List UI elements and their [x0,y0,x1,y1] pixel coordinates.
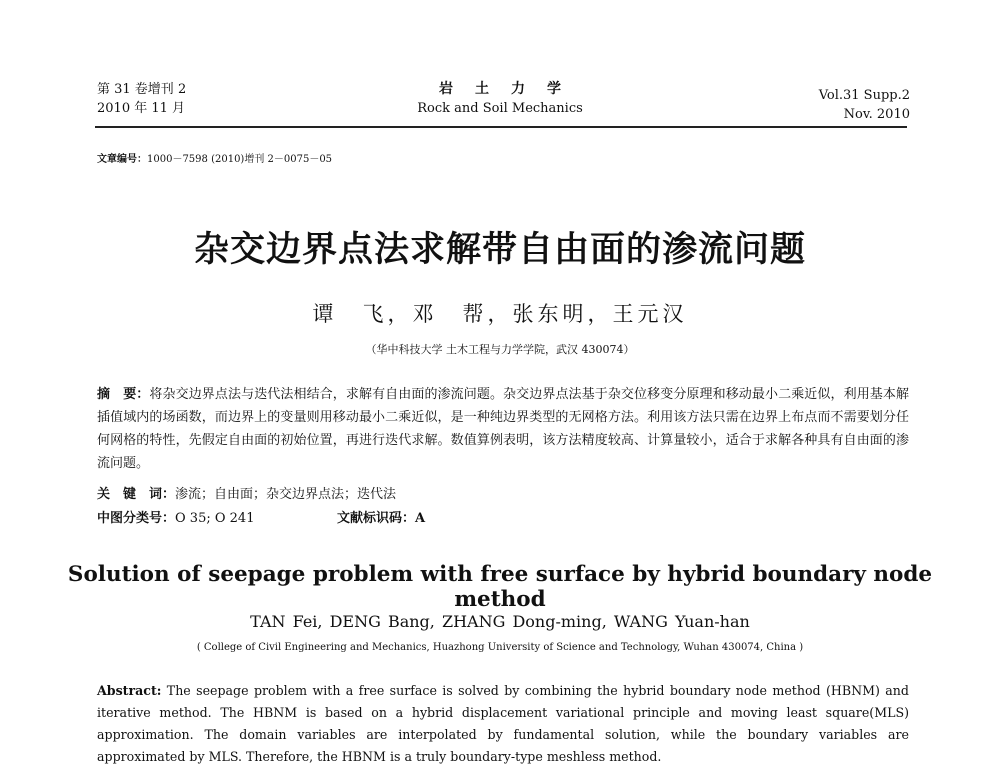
date-en: Nov. 2010 [843,107,910,122]
affiliation-cn: （华中科技大学 土木工程与力学学院，武汉 430074） [365,343,635,356]
classification-label: 中图分类号： [97,511,176,526]
document-code-value: A [415,511,426,526]
document-code [337,507,425,526]
affiliation-en: ( College of Civil Engineering and Mechanics, Huazhong University of Science and Technology, Wuhan 430074, China ) [196,642,804,653]
abstract-cn [97,383,909,475]
title-en: Solution of seepage problem with free surface by hybrid boundary node method [67,562,933,612]
article-number-value: 1000－7598 (2010)增刊 2－0075－05 [147,154,333,165]
authors-en: TAN Fei, DENG Bang, ZHANG Dong-ming, WANG Yuan-han [250,612,750,631]
abstract-en-label: Abstract: [97,683,162,698]
abstract-cn-label: 摘 要： [97,387,150,402]
keywords-cn [97,483,396,502]
title-cn: 杂交边界点法求解带自由面的渗流问题 [193,230,806,270]
header-rule [95,126,907,128]
abstract-en [97,680,909,768]
header-right [819,86,910,124]
classification-value: O 35; O 241 [175,511,255,526]
keywords-cn-text: 渗流；自由面；杂交边界点法；迭代法 [175,487,397,502]
article-number [97,150,332,165]
journal-name-en: Rock and Soil Mechanics [417,101,583,116]
abstract-cn-text: 将杂交边界点法与迭代法相结合，求解有自由面的渗流问题。杂交边界点法基于杂交位移变分原理和移动最小二乘近似，利用基本解插值域内的场函数，而边界上的变量则用移动最小二乘近似，是一种纯边界类型的无网格方法。利用该方法只需在边界上布点而不需要划分任何网格的特性，先假定自由面的初始位置，再进行迭代求解。数值算例表明，该方法精度较高、计算量较小，适合于求解各种具有自由面的渗流问题。 [97,387,909,471]
header-center [400,80,600,118]
header-left [97,80,186,118]
keywords-cn-label: 关 键 词： [97,487,176,502]
article-number-label: 文章编号： [97,154,147,165]
volume-en: Vol.31 Supp.2 [818,88,910,103]
volume-cn: 第 31 卷增刊 2 [97,82,187,97]
authors-cn: 谭 飞，邓 帮，张东明，王元汉 [312,302,688,326]
classification [97,507,254,526]
document-code-label: 文献标识码： [337,511,416,526]
abstract-en-text: The seepage problem with a free surface is solved by combining the hybrid boundary node method (HBNM) and iterative method. The HBNM is based on a hybrid displacement variational principle and moving least square(MLS) approximation. The domain variables are interpolated by fundamental solution, while the boundary variables are approximated by MLS. Therefore, the HBNM is a truly boundary-type meshless method. [97,683,909,764]
date-cn: 2010 年 11 月 [97,101,186,116]
journal-name-cn: 岩土力学 [439,81,583,97]
